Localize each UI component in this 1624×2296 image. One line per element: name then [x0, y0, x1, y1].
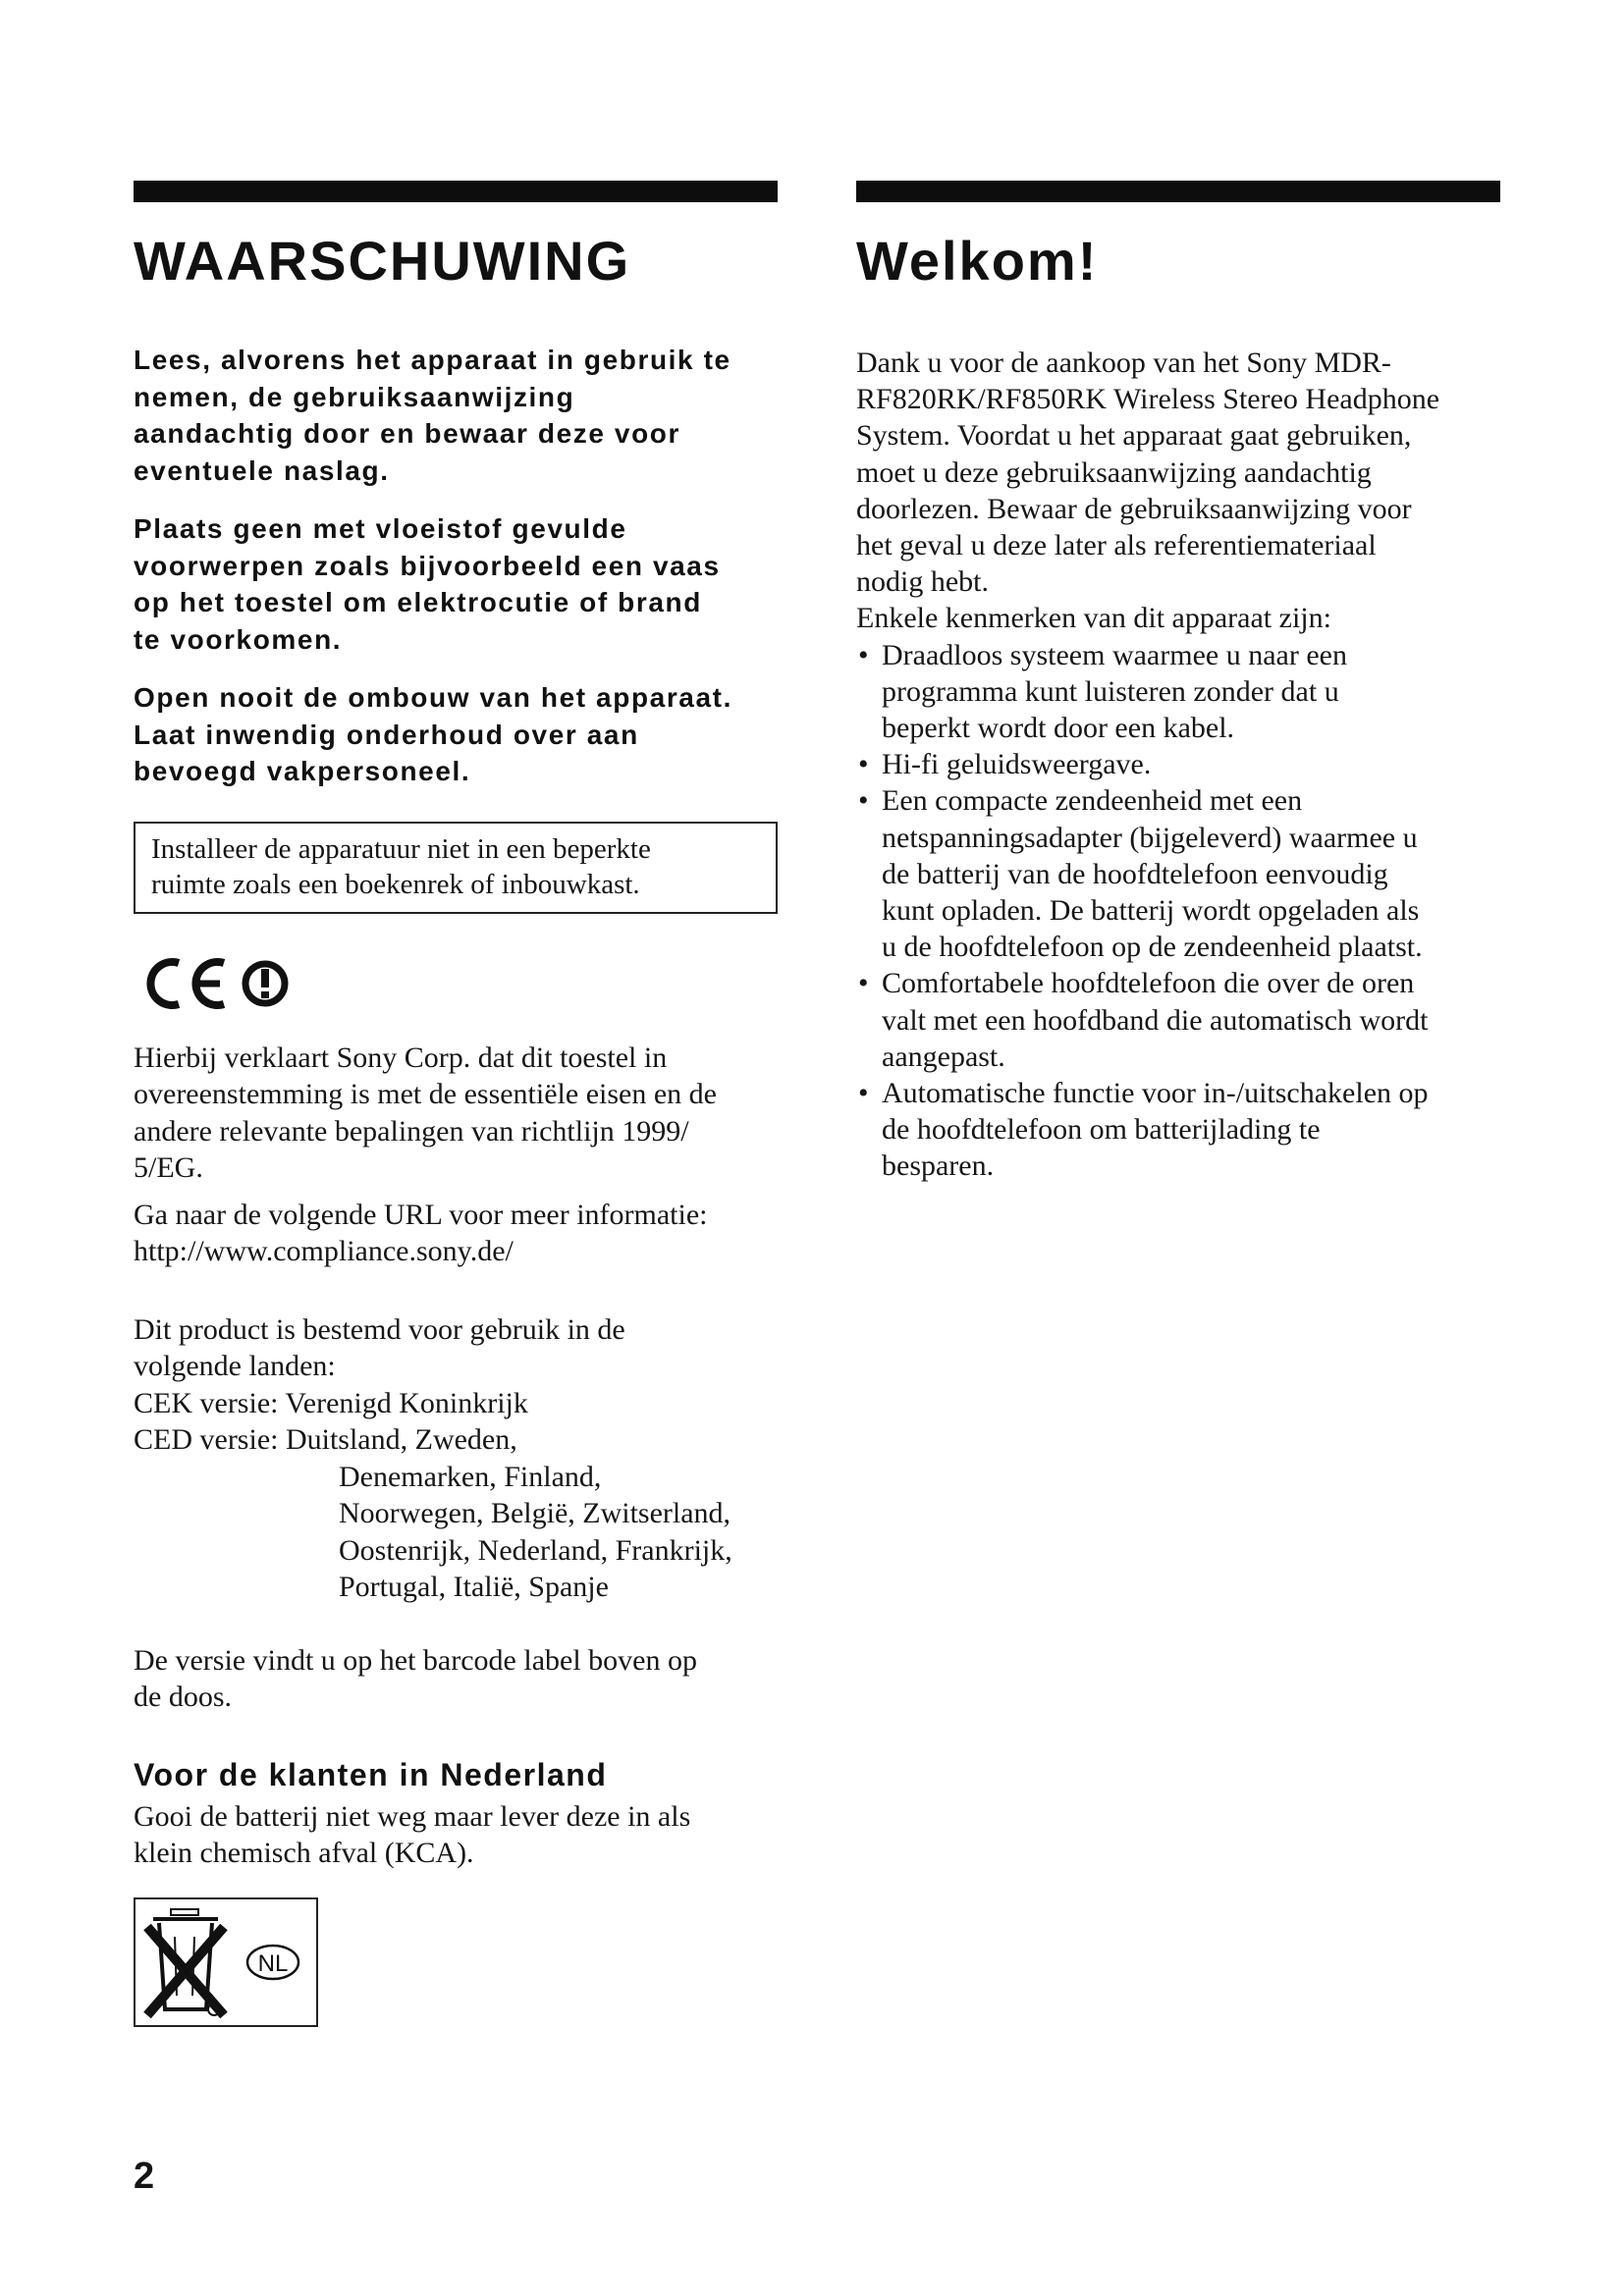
url-paragraph	[134, 1197, 778, 1270]
nl-text-line: Gooi de batterij niet weg maar lever deze in als	[134, 1799, 691, 1833]
warning-line: bevoegd vakpersoneel.	[134, 756, 471, 786]
page-number: 2	[134, 2156, 155, 2197]
warning-line: Plaats geen met vloeistof gevulde	[134, 513, 627, 544]
feature-line: valt met een hoofdband die automatisch wordt	[882, 1003, 1429, 1037]
welcome-intro	[856, 345, 1500, 637]
warning-line: aandachtig door en bewaar deze voor	[134, 418, 681, 449]
warning-line: nemen, de gebruiksaanwijzing	[134, 381, 575, 412]
section-rule	[134, 181, 778, 202]
notice-line: Installeer de apparatuur niet in een beperkte	[151, 832, 651, 865]
declaration-line: overeenstemming is met de essentiële eisen en de	[134, 1078, 717, 1110]
declaration-paragraph	[134, 1040, 778, 1187]
netherlands-heading: Voor de klanten in Nederland	[134, 1756, 608, 1792]
section-rule	[856, 181, 1500, 202]
feature-item	[856, 746, 1500, 782]
version-note-line: de doos.	[134, 1681, 232, 1713]
ced-countries-line: Noorwegen, België, Zwitserland,	[339, 1497, 731, 1529]
warning-line: te voorkomen.	[134, 623, 343, 655]
feature-item	[856, 965, 1500, 1075]
warning-line: eventuele naslag.	[134, 454, 390, 486]
feature-line: Draadloos systeem waarmee u naar een	[882, 638, 1347, 671]
warning-paragraph	[134, 342, 778, 489]
nl-label: NL	[257, 1949, 289, 1977]
notice-line: ruimte zoals een boekenrek of inbouwkast.	[151, 868, 640, 900]
feature-list	[856, 637, 1500, 1185]
crossed-bin-icon	[135, 1899, 316, 2025]
declaration-line: Hierbij verklaart Sony Corp. dat dit toestel in	[134, 1041, 668, 1074]
version-note-line: De versie vindt u op het barcode label boven op	[134, 1643, 697, 1677]
ce-alert-mark-icon	[134, 949, 300, 1018]
battery-disposal-symbol	[134, 1897, 318, 2027]
intro-line: System. Voordat u het apparaat gaat gebruiken,	[856, 419, 1412, 453]
feature-line: de hoofdtelefoon om batterijlading te	[882, 1113, 1321, 1147]
feature-line: besparen.	[882, 1149, 995, 1183]
nl-text-line: klein chemisch afval (KCA).	[134, 1837, 474, 1869]
url-info-line: Ga naar de volgende URL voor meer informatie:	[134, 1198, 708, 1231]
features-intro: Enkele kenmerken van dit apparaat zijn:	[856, 602, 1331, 635]
intro-line: nodig hebt.	[856, 565, 989, 599]
ce-mark-row	[134, 949, 778, 1018]
feature-line: Een compacte zendeenheid met een	[882, 784, 1303, 818]
warning-heading: WAARSCHUWING	[134, 230, 631, 292]
intro-line: Dank u voor de aankoop van het Sony MDR-	[856, 347, 1391, 379]
ced-countries-line: Denemarken, Finland,	[339, 1460, 602, 1493]
left-column	[134, 181, 778, 2027]
countries-line: Dit product is bestemd voor gebruik in de	[134, 1312, 625, 1346]
ced-countries-line: Portugal, Italië, Spanje	[339, 1571, 609, 1603]
declaration-line: 5/EG.	[134, 1151, 203, 1184]
right-column	[856, 181, 1500, 1185]
feature-line: Automatische functie voor in-/uitschakelen op	[882, 1077, 1429, 1110]
feature-line: beperkt wordt door een kabel.	[882, 712, 1235, 745]
feature-line: Hi-fi geluidsweergave.	[882, 748, 1152, 781]
installation-notice-box	[134, 822, 778, 914]
countries-paragraph	[134, 1311, 778, 1606]
ced-countries-line: Oostenrijk, Nederland, Frankrijk,	[339, 1533, 732, 1567]
intro-line: RF820RK/RF850RK Wireless Stereo Headphone	[856, 383, 1440, 416]
warning-line: op het toestel om elektrocutie of brand	[134, 587, 702, 617]
feature-item	[856, 637, 1500, 747]
feature-line: de batterij van de hoofdtelefoon eenvoudig	[882, 857, 1388, 890]
countries-line: volgende landen:	[134, 1350, 336, 1382]
declaration-line: andere relevante bepalingen van richtlijn 1999/	[134, 1114, 689, 1148]
warning-line: Laat inwendig onderhoud over aan	[134, 719, 639, 750]
intro-line: het geval u deze later als referentiemateriaal	[856, 529, 1377, 562]
feature-item	[856, 1075, 1500, 1185]
cek-version: CEK versie: Verenigd Koninkrijk	[134, 1386, 528, 1419]
intro-line: moet u deze gebruiksaanwijzing aandachtig	[856, 455, 1372, 489]
ced-version: CED versie: Duitsland, Zweden,	[134, 1423, 517, 1456]
warning-line: voorwerpen zoals bijvoorbeeld een vaas	[134, 550, 721, 581]
feature-line: netspanningsadapter (bijgeleverd) waarmee u	[882, 821, 1418, 854]
feature-line: aangepast.	[882, 1040, 1005, 1073]
warning-line: Open nooit de ombouw van het apparaat.	[134, 682, 732, 713]
netherlands-paragraph	[134, 1798, 778, 1872]
warnings	[134, 342, 778, 790]
feature-item	[856, 782, 1500, 965]
warning-paragraph	[134, 510, 778, 658]
warning-paragraph	[134, 679, 778, 790]
feature-line: kunt opladen. De batterij wordt opgeladen als	[882, 894, 1420, 928]
feature-line: u de hoofdtelefoon op de zendeenheid plaatst.	[882, 931, 1423, 964]
warning-line: Lees, alvorens het apparaat in gebruik te	[134, 345, 731, 375]
version-note	[134, 1642, 778, 1716]
feature-line: Comfortabele hoofdtelefoon die over de oren	[882, 967, 1415, 1000]
intro-line: doorlezen. Bewaar de gebruiksaanwijzing voor	[856, 492, 1412, 525]
compliance-url: http://www.compliance.sony.de/	[134, 1235, 514, 1267]
welcome-heading: Welkom!	[856, 230, 1099, 292]
feature-line: programma kunt luisteren zonder dat u	[882, 674, 1339, 708]
